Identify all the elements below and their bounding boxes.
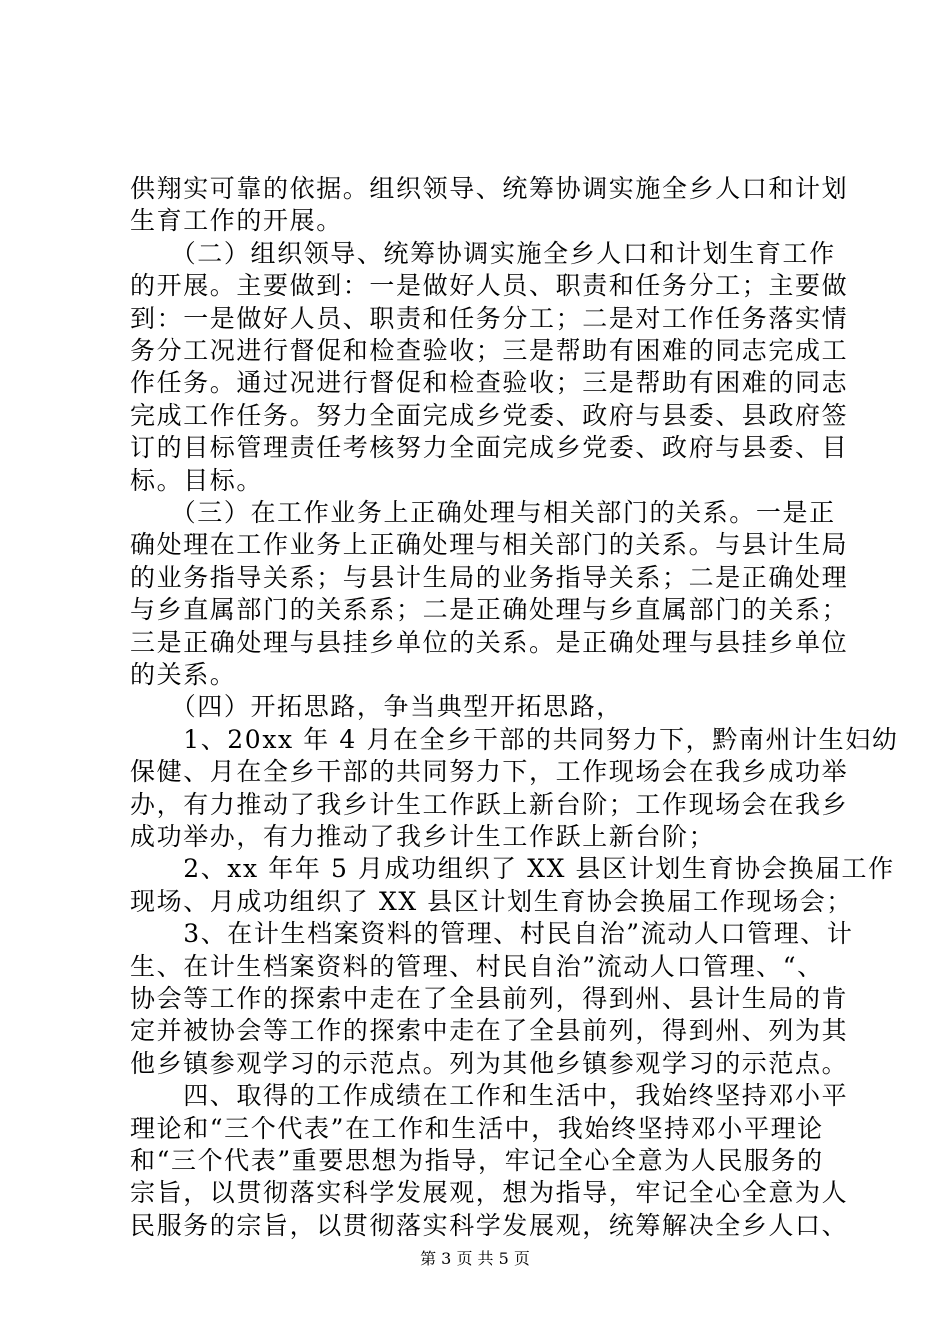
text-line: 2、xx 年年 5 月成功组织了 XX 县区计划生育协会换届工作 <box>130 854 895 883</box>
text-line: 确处理在工作业务上正确处理与相关部门的关系。与县计生局 <box>130 530 849 559</box>
text-line: 四、取得的工作成绩在工作和生活中，我始终坚持邓小平 <box>130 1081 849 1110</box>
text-line: 定并被协会等工作的探索中走在了全县前列，得到州、列为其 <box>130 1016 849 1045</box>
text-line: 3、在计生档案资料的管理、村民自治”流动人口管理、计 <box>130 919 854 948</box>
text-line: 协会等工作的探索中走在了全县前列，得到州、县计生局的肯 <box>130 984 849 1013</box>
text-line: 宗旨，以贯彻落实科学发展观，想为指导，牢记全心全意为人 <box>130 1178 849 1207</box>
text-line: 务分工况进行督促和检查验收；三是帮助有困难的同志完成工 <box>130 336 849 365</box>
text-line: 完成工作任务。努力全面完成乡党委、政府与县委、县政府签 <box>130 401 849 430</box>
text-line: 成功举办，有力推动了我乡计生工作跃上新台阶； <box>130 822 716 851</box>
text-line: 到：一是做好人员、职责和任务分工；二是对工作任务落实情 <box>130 304 849 333</box>
text-line: 他乡镇参观学习的示范点。列为其他乡镇参观学习的示范点。 <box>130 1049 849 1078</box>
text-line: 供翔实可靠的依据。组织领导、统筹协调实施全乡人口和计划 <box>130 174 849 203</box>
text-line: 民服务的宗旨，以贯彻落实科学发展观，统筹解决全乡人口、 <box>130 1211 849 1240</box>
text-line: 1、20xx 年 4 月在全乡干部的共同努力下，黔南州计生妇幼 <box>130 725 899 754</box>
text-line: 理论和“三个代表”在工作和生活中，我始终坚持邓小平理论 <box>130 1114 824 1143</box>
text-line: 保健、月在全乡干部的共同努力下，工作现场会在我乡成功举 <box>130 757 849 786</box>
text-line: 的开展。主要做到：一是做好人员、职责和任务分工；主要做 <box>130 271 849 300</box>
text-line: 现场、月成功组织了 XX 县区计划生育协会换届工作现场会； <box>130 887 853 916</box>
text-line: 生、在计生档案资料的管理、村民自治”流动人口管理、“、 <box>130 952 824 981</box>
text-line: 生育工作的开展。 <box>130 206 343 235</box>
text-line: 订的目标管理责任考核努力全面完成乡党委、政府与县委、目 <box>130 433 849 462</box>
text-line: 和“三个代表”重要思想为指导，牢记全心全意为人民服务的 <box>130 1146 824 1175</box>
text-line: 与乡直属部门的关系系；二是正确处理与乡直属部门的关系； <box>130 595 849 624</box>
text-line: 办，有力推动了我乡计生工作跃上新台阶；工作现场会在我乡 <box>130 790 849 819</box>
page-number-footer: 第 3 页 共 5 页 <box>420 1249 530 1268</box>
text-line: （三）在工作业务上正确处理与相关部门的关系。一是正 <box>130 498 836 527</box>
text-line: 标。目标。 <box>130 466 264 495</box>
text-line: （二）组织领导、统筹协调实施全乡人口和计划生育工作 <box>130 239 836 268</box>
text-line: 三是正确处理与县挂乡单位的关系。是正确处理与县挂乡单位 <box>130 628 849 657</box>
text-line: 作任务。通过况进行督促和检查验收；三是帮助有困难的同志 <box>130 368 849 397</box>
text-line: 的业务指导关系；与县计生局的业务指导关系；二是正确处理 <box>130 563 849 592</box>
text-line: （四）开拓思路，争当典型开拓思路， <box>130 692 623 721</box>
text-line: 的关系。 <box>130 660 237 689</box>
